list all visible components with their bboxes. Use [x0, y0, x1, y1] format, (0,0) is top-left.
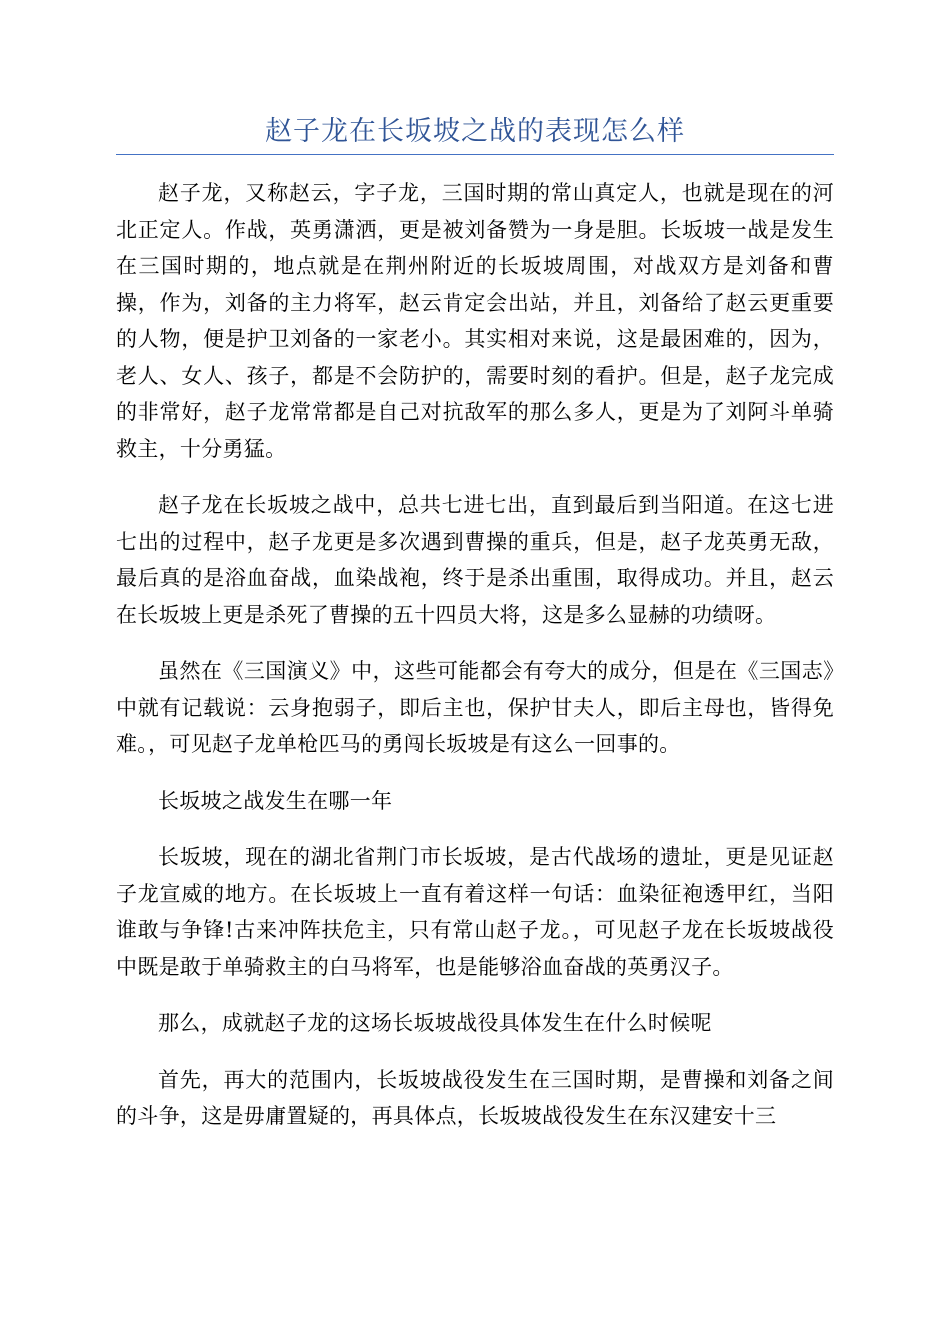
title-underline — [116, 154, 834, 155]
paragraph-1: 赵子龙，又称赵云，字子龙，三国时期的常山真定人，也就是现在的河北正定人。作战，英勇潇洒，更是被刘备赞为一身是胆。长坂坡一战是发生在三国时期的，地点就是在荆州附近的长坂坡周围，对战双方是刘备和曹操，作为，刘备的主力将军，赵云肯定会出站，并且，刘备给了赵云更重要的人物，便是护卫刘备的一家老小。其实相对来说，这是最困难的，因为，老人、女人、孩子，都是不会防护的，需要时刻的看护。但是，赵子龙完成的非常好，赵子龙常常都是自己对抗敌军的那么多人，更是为了刘阿斗单骑救主，十分勇猛。 — [116, 181, 834, 461]
paragraph-2: 赵子龙在长坂坡之战中，总共七进七出，直到最后到当阳道。在这七进七出的过程中，赵子龙更是多次遇到曹操的重兵，但是，赵子龙英勇无敌，最后真的是浴血奋战，血染战袍，终于是杀出重围，取得成功。并且，赵云在长坂坡上更是杀死了曹操的五十四员大将，这是多么显赫的功绩呀。 — [116, 493, 834, 627]
document-title: 赵子龙在长坂坡之战的表现怎么样 — [265, 116, 685, 147]
paragraph-5: 首先，再大的范围内，长坂坡战役发生在三国时期，是曹操和刘备之间的斗争，这是毋庸置疑的，再具体点，长坂坡战役发生在东汉建安十三 — [116, 1067, 834, 1128]
paragraph-4: 长坂坡，现在的湖北省荆门市长坂坡，是古代战场的遗址，更是见证赵子龙宣威的地方。在长坂坡上一直有着这样一句话：血染征袍透甲红，当阳谁敢与争锋!古来冲阵扶危主，只有常山赵子龙。，可见赵子龙在长坂坡战役中既是敢于单骑救主的白马将军，也是能够浴血奋战的英勇汉子。 — [116, 845, 834, 979]
section-heading-battle-year: 长坂坡之战发生在哪一年 — [158, 788, 393, 813]
document-page — [116, 112, 834, 1155]
section-question: 那么，成就赵子龙的这场长坂坡战役具体发生在什么时候呢 — [158, 1011, 712, 1035]
paragraph-3: 虽然在《三国演义》中，这些可能都会有夸大的成分，但是在《三国志》中就有记载说：云身抱弱子，即后主也，保护甘夫人，即后主母也，皆得免难。，可见赵子龙单枪匹马的勇闯长坂坡是有这么一回事的。 — [116, 659, 834, 756]
